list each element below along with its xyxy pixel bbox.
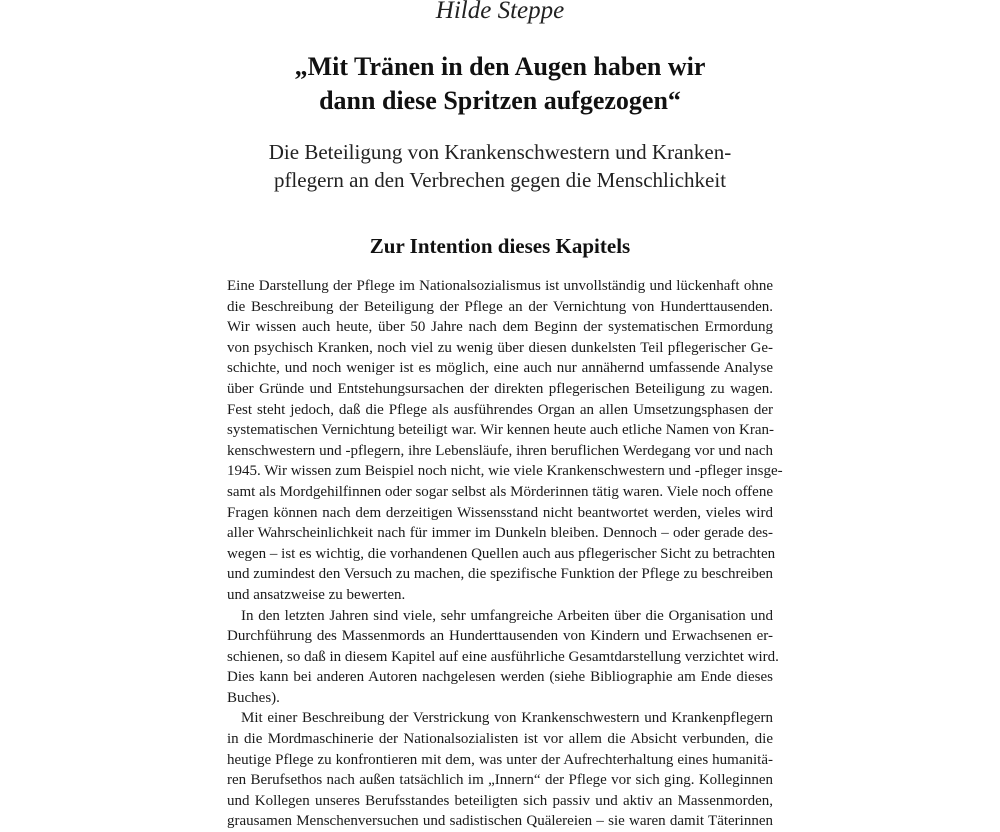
text-line: Mit einer Beschreibung der Verstrickung von Krankenschwestern und Krankenpflegern xyxy=(241,710,773,727)
chapter-subtitle-line: pflegern an den Verbrechen gegen die Menschlichkeit xyxy=(273,168,727,192)
text-line: schienen, so daß in diesem Kapitel auf eine ausführliche Gesamtdarstellung verzichtet wird. xyxy=(227,648,779,665)
paragraph-2 xyxy=(227,606,779,709)
text-line: samt als Mordgehilfinnen oder sogar selbst als Mörderinnen tätig waren. Viele noch offene xyxy=(227,483,773,500)
text-line: aller Wahrscheinlichkeit nach für immer im Dunkeln bleiben. Dennoch – oder gerade des- xyxy=(227,525,773,542)
text-line: in die Mordmaschinerie der Nationalsozialisten ist vor allem die Absicht verbunden, die xyxy=(227,731,773,748)
text-line: von psychisch Kranken, noch viel zu wenig über diesen dunkelsten Teil pflegerischer Ge- xyxy=(227,339,773,356)
text-line: Wir wissen auch heute, über 50 Jahre nach dem Beginn der systematischen Ermordung xyxy=(227,319,773,336)
text-line: ren Berufsethos nach außen tatsächlich im „Innern“ der Pflege vor sich ging. Kolleginnen xyxy=(227,772,773,789)
chapter-title-line: dann diese Spritzen aufgezogen“ xyxy=(319,86,681,115)
chapter-subtitle-line: Die Beteiligung von Krankenschwestern und Kranken- xyxy=(268,140,732,164)
text-line: über Gründe und Entstehungsursachen der direkten pflegerischen Beteiligung zu wagen. xyxy=(227,380,773,397)
chapter-title xyxy=(0,50,1000,118)
text-line: Eine Darstellung der Pflege im Nationalsozialismus ist unvollständig und lückenhaft ohne xyxy=(227,278,773,294)
paragraph-3 xyxy=(227,708,773,832)
text-line: Durchführung des Massenmords an Hunderttausenden von Kindern und Erwachsenen er- xyxy=(227,628,773,645)
text-line: kenschwestern und -pflegern, ihre Lebensläufe, ihren beruflichen Werdegang vor und nach xyxy=(227,442,773,459)
text-line: Buches). xyxy=(227,689,280,706)
text-line: grausamen Menschenversuchen und sadistischen Quälereien – sie waren damit Täterinnen xyxy=(227,813,773,830)
text-line: wegen – ist es wichtig, die vorhandenen Quellen auch aus pflegerischer Sicht zu betrachten xyxy=(227,545,776,562)
text-line: systematischen Vernichtung beteiligt war. Wir kennen heute auch etliche Namen von Kran- xyxy=(227,422,775,439)
text-line: 1945. Wir wissen zum Beispiel noch nicht, wie viele Krankenschwestern und -pfleger insge- xyxy=(227,463,783,480)
text-line: Dies kann bei anderen Autoren nachgelesen werden (siehe Bibliographie am Ende dieses xyxy=(227,669,773,686)
text-line: Fest steht jedoch, daß die Pflege als ausführendes Organ an allen Umsetzungsphasen der xyxy=(227,401,773,418)
text-line: heutige Pflege zu konfrontieren mit dem, was unter der Aufrechterhaltung eines humanitä- xyxy=(227,751,773,768)
text-line: und ansatzweise zu bewerten. xyxy=(227,586,406,603)
body-text xyxy=(227,276,783,832)
text-line: die Beschreibung der Beteiligung der Pflege an der Vernichtung von Hunderttausenden. xyxy=(227,298,773,315)
running-header-author: Hilde Steppe xyxy=(435,0,565,24)
chapter-title-line: „Mit Tränen in den Augen haben wir xyxy=(294,52,706,81)
text-line: schichte, und noch weniger ist es möglich, eine auch nur annähernd umfassende Analyse xyxy=(227,360,773,377)
paragraph-1 xyxy=(227,276,783,606)
chapter-subtitle xyxy=(0,138,1000,194)
text-line: und Kollegen unseres Berufsstandes beteiligten sich passiv und aktiv an Massenmorden, xyxy=(227,792,773,809)
text-line: und zumindest den Versuch zu machen, die spezifische Funktion der Pflege zu beschreiben xyxy=(227,566,773,583)
section-heading: Zur Intention dieses Kapitels xyxy=(369,234,631,258)
text-line: In den letzten Jahren sind viele, sehr umfangreiche Arbeiten über die Organisation und xyxy=(241,607,773,624)
text-line: Fragen können nach dem derzeitigen Wissensstand nicht beantwortet werden, vieles wird xyxy=(227,504,773,521)
